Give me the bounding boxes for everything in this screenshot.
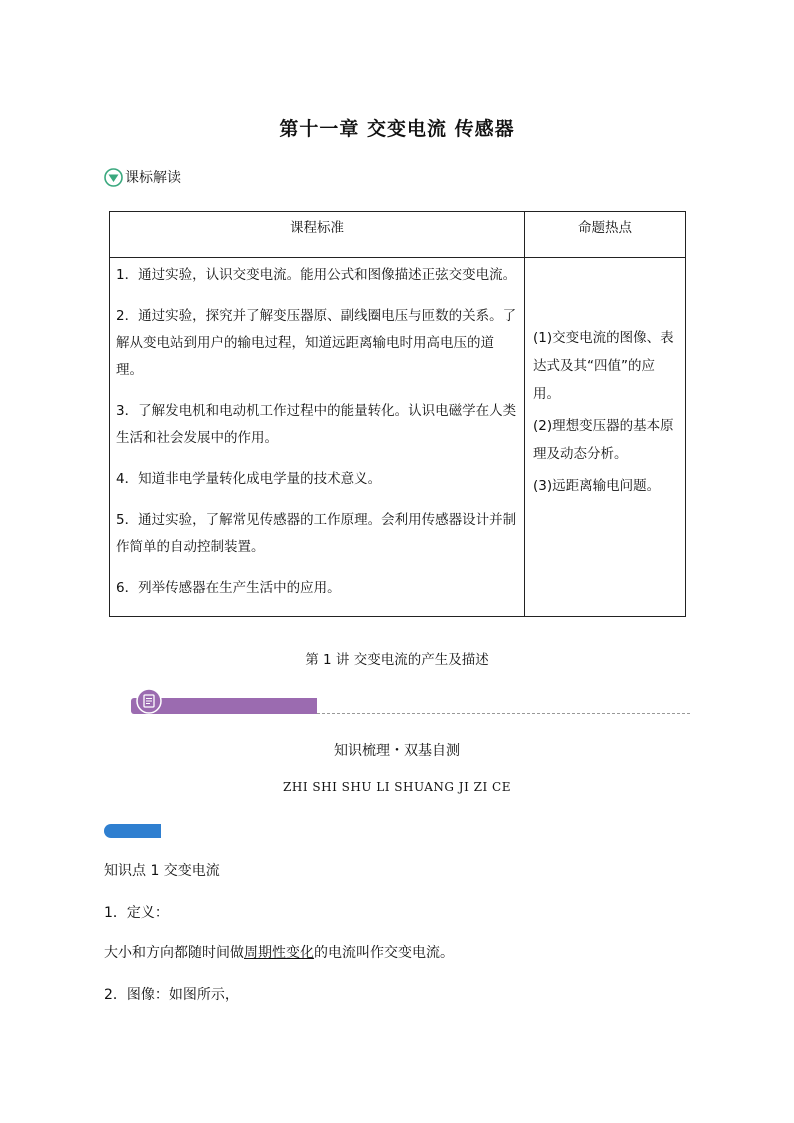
banner-divider: [317, 713, 690, 714]
standard-item: 1．通过实验，认识交变电流。能用公式和图像描述正弦交变电流。: [116, 267, 517, 283]
definition-blank: 周期性变化: [244, 945, 314, 961]
standard-item: 4．知道非电学量转化成电学量的技术意义。: [116, 471, 382, 487]
header-hotspots: 命题热点: [525, 212, 686, 258]
kebiao-label: 课标解读: [125, 170, 181, 186]
curriculum-table: [109, 211, 686, 617]
hotspots-cell: [525, 258, 686, 617]
chapter-title: 第十一章 交变电流 传感器: [279, 118, 515, 140]
hotspot-item: (2)理想变压器的基本原理及动态分析。: [533, 418, 674, 462]
standards-cell: [110, 258, 525, 617]
hotspot-item: (3)远距离输电问题。: [533, 478, 661, 494]
notebook-icon: [136, 688, 162, 714]
knowledge-section-title: 知识梳理・双基自测: [334, 743, 460, 759]
play-down-circle-icon: [104, 168, 123, 187]
hotspot-item: (1)交变电流的图像、表达式及其“四值”的应用。: [533, 330, 674, 402]
standard-item: 3．了解发电机和电动机工作过程中的能量转化。认识电磁学在人类生活和社会发展中的作用。: [116, 403, 517, 446]
definition-label: 1．定义：: [104, 905, 169, 921]
standard-item: 2．通过实验，探究并了解变压器原、副线圈电压与匝数的关系。了解从变电站到用户的输电过程，知道远距离输电时用高电压的道理。: [116, 308, 517, 378]
image-label: 2．图像：如图所示，: [104, 987, 239, 1003]
lecture-title: 第 1 讲 交变电流的产生及描述: [305, 652, 489, 668]
definition-pre: 大小和方向都随时间做: [104, 945, 244, 961]
header-standards: 课程标准: [110, 212, 525, 258]
point-marker-tab: [104, 824, 161, 838]
definition-post: 的电流叫作交变电流。: [314, 945, 454, 961]
knowledge-section-pinyin: ZHI SHI SHU LI SHUANG JI ZI CE: [283, 780, 511, 794]
kebiao-heading: [104, 166, 181, 188]
standard-item: 5．通过实验，了解常见传感器的工作原理。会利用传感器设计并制作简单的自动控制装置。: [116, 512, 517, 555]
definition-text: [104, 942, 454, 962]
standard-item: 6．列举传感器在生产生活中的应用。: [116, 580, 341, 596]
knowledge-point-title: 知识点 1 交变电流: [104, 863, 220, 879]
